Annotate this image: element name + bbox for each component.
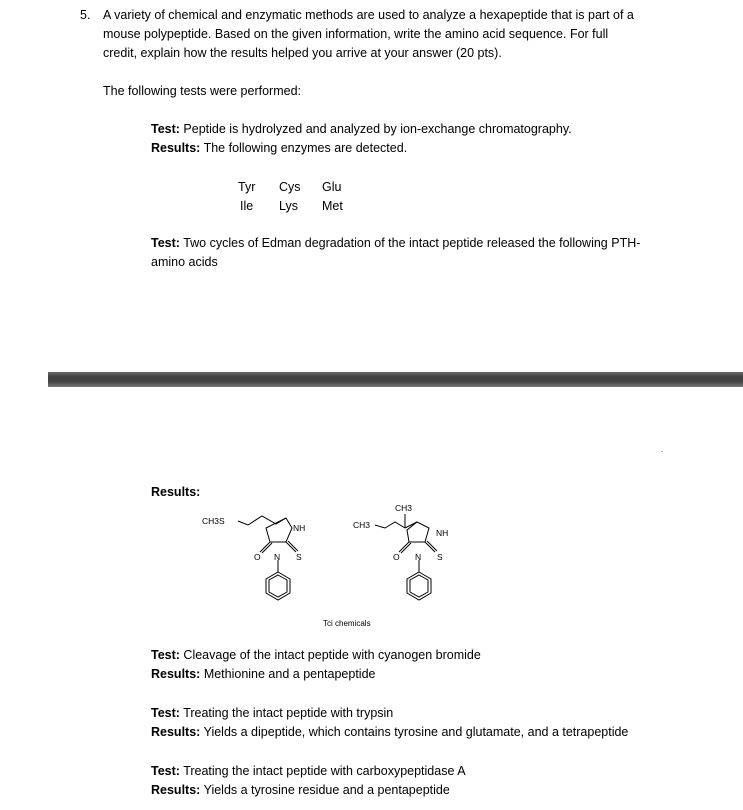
test-1-results: The following enzymes are detected.: [203, 141, 408, 155]
ch3-label: CH3: [353, 520, 371, 530]
image-caption: Tci chemicals: [323, 619, 371, 628]
test-label: Test:: [151, 122, 180, 136]
amino-acid-cys: Cys: [279, 180, 301, 194]
results-label: Results:: [151, 141, 201, 155]
nitrogen-label: N: [415, 552, 422, 562]
test-label: Test:: [151, 764, 180, 778]
test-4-description: Treating the intact peptide with trypsin: [183, 706, 394, 720]
pth-methionine-structure: [190, 500, 330, 615]
test-4-results: Yields a dipeptide, which contains tyrosine and glutamate, and a tetrapeptide: [203, 725, 629, 739]
amino-acid-lys: Lys: [279, 199, 298, 213]
nitrogen-label: N: [274, 552, 281, 562]
pth-isoleucine-structure: [345, 498, 475, 613]
question-line-2: mouse polypeptide. Based on the given information, write the amino acid sequence. For full: [103, 27, 609, 41]
test-1: [151, 120, 572, 158]
test-3-results: Methionine and a pentapeptide: [203, 667, 376, 681]
amino-acid-tyr: Tyr: [238, 180, 256, 194]
test-label: Test:: [151, 706, 180, 720]
oxygen-label: O: [393, 552, 400, 562]
test-3: [151, 646, 481, 684]
intro-text: The following tests were performed:: [103, 84, 302, 98]
results-label: Results:: [151, 783, 201, 797]
amino-acid-glu: Glu: [322, 180, 342, 194]
test-label: Test:: [151, 236, 180, 250]
test-1-description: Peptide is hydrolyzed and analyzed by ion-exchange chromatography.: [183, 122, 572, 136]
results-label: Results:: [151, 725, 201, 739]
methyl-top-label: CH3: [395, 503, 413, 513]
test-label: Test:: [151, 648, 180, 662]
results-label: Results:: [151, 667, 201, 681]
test-5: [151, 762, 466, 800]
question-line-3: credit, explain how the results helped you arrive at your answer (20 pts).: [103, 46, 502, 60]
test-4: [151, 704, 628, 742]
question-number: 5.: [80, 8, 91, 22]
test-2-description-line-1: Two cycles of Edman degradation of the intact peptide released the following PTH-: [183, 236, 641, 250]
scan-artifact: [661, 451, 663, 452]
question-line-1: A variety of chemical and enzymatic methods are used to analyze a hexapeptide that is part of a: [103, 8, 634, 22]
test-2-description-line-2: amino acids: [151, 255, 218, 269]
page-separator-bar: [48, 372, 743, 387]
test-5-description: Treating the intact peptide with carboxypeptidase A: [183, 764, 466, 778]
sulfur-label: S: [437, 552, 443, 562]
sulfur-label: S: [296, 552, 302, 562]
test-2: [151, 234, 640, 272]
question-text: [103, 6, 703, 63]
test-3-description: Cleavage of the intact peptide with cyanogen bromide: [183, 648, 481, 662]
amino-acid-ile: Ile: [240, 199, 254, 213]
test-2-results-label: Results:: [151, 485, 201, 499]
nh-label: NH: [293, 523, 306, 533]
test-5-results: Yields a tyrosine residue and a pentapeptide: [203, 783, 450, 797]
amino-acid-met: Met: [322, 199, 343, 213]
nh-label: NH: [436, 528, 449, 538]
oxygen-label: O: [254, 552, 261, 562]
ch3s-label: CH3S: [202, 516, 225, 526]
